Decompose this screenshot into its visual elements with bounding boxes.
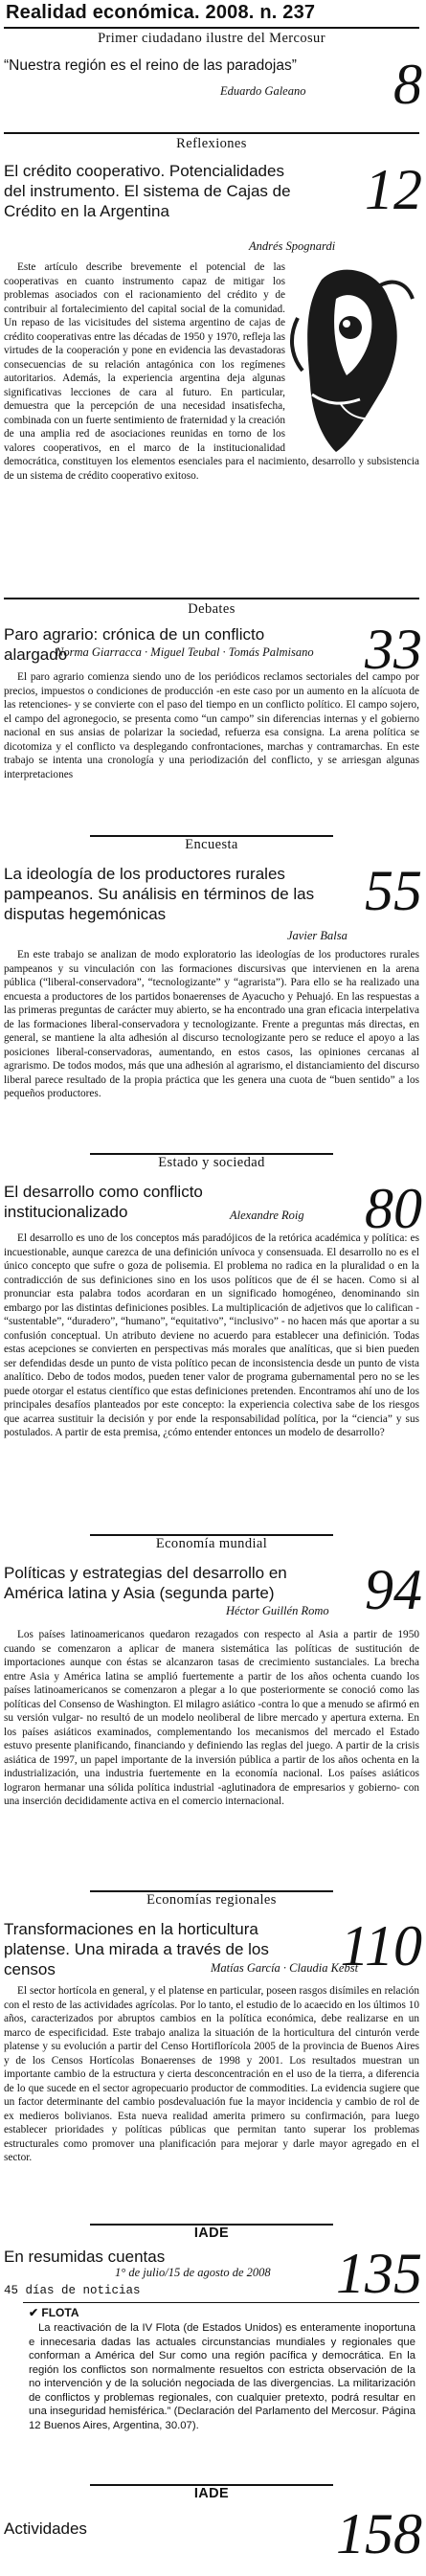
section-header-label: Economías regionales (146, 1892, 277, 1908)
page-number[interactable]: 12 (365, 158, 422, 221)
article-title[interactable]: Transformaciones en la horticultura platense. Una mirada a través de los censos (4, 1920, 269, 1978)
page-number[interactable]: 33 (365, 618, 422, 681)
article-title[interactable]: Paro agrario: crónica de un conflicto alargado (4, 625, 265, 664)
section-iade-actividades (4, 2484, 419, 2501)
article-title[interactable]: En resumidas cuentas (4, 2248, 166, 2266)
article-abstract: El sector hortícola en general, y el platense en particular, poseen rasgos disímiles en relación con el resto de las actividades agrícolas. Por lo tanto, el estudio de lo acaecido en los últimos 10 años, caracterizados por abruptos cambios en la política económica, debe realizarse en un marco de especificidad. Este trabajo analiza la situación de la horticultura del cinturón verde platense y su evolución a partir del Censo Hortiflorícola 2005 de la provincia de Buenos Aires y de los Censos Hortícolas Bonaerenses de 1998 y 2001. Los resultados muestran un importante cambio de la estructura y cierta desconcentración en el uso de la tierra, a diferencia de lo que sucede en el sector agropecuario productor de commodities. La evidencia sugiere que un factor determinante del cambio posdevaluación fue la mayor incidencia y cambio de rol de ex medieros bolivianos. Esta nueva realidad amerita primero su confirmación, para luego establecer prioridades y políticas públicas que permitan tanto superar los problemas estructurales como promover una planificación para mejorar y darle mayor agregado en el sector. (4, 1985, 419, 2163)
article-author: Alexandre Roig (230, 1209, 304, 1222)
page-number[interactable]: 135 (336, 2242, 422, 2305)
date-range: 1° de julio/15 de agosto de 2008 (115, 2266, 271, 2279)
news-item-heading (29, 2306, 79, 2319)
section-iade-resumidas (4, 2224, 419, 2241)
article-author: Eduardo Galeano (220, 84, 306, 98)
section-economias-regionales (4, 1890, 419, 1908)
news-item-body (29, 2321, 415, 2432)
section-header (4, 1534, 419, 1551)
section-header-label: IADE (193, 2226, 230, 2241)
section-header (4, 598, 419, 617)
item-rule (23, 2302, 419, 2303)
article-abstract: Los países latinoamericanos quedaron rezagados con respecto al Asia a partir de 1950 cuando se comenzaron a aplicar de manera sistemática las políticas de sustitución de importaciones aunque con éstas se alcanzaron tasas de crecimiento sustanciales. La brecha entre Asia y América latina se amplió fuertemente a partir de los años ochenta cuando los países latinoamericanos se comenzaron a plegar a lo que posteriormente se conoció como las políticas del Consenso de Washington. El milagro asiático -contra lo que a menudo se afirmó en su versión vulgar- no resultó de un modelo neoliberal de libre mercado y apertura externa. En los países asiáticos examinados, complementando los mecanismos del mercado el Estado estuvo presente planificando, financiando y definiendo las reglas del juego. A partir de la crisis asiática de 1997, un papel importante de la inversión pública a partir de los años ochenta en la industrialización, una industria fuertemente en la economía nacional. Los países asiáticos lograron hermanar una sólida política industrial -aglutinadora de empresarios y gobierno- con una inserción decididamente activa en el comercio internacional. (4, 1629, 419, 1807)
article-abstract: El desarrollo es uno de los conceptos más paradójicos de la retórica académica y política: es incuestionable, aunque carezca de una definición unívoca y consensuada. El desarrollo no es el único concepto que sufre o goza de polisemia. El problema no radica en la pluralidad o en la contradicción de sus definiciones sino en los usos políticos que de él se hacen. Como si al pronunciar esta palabra todos acordaran en un significado homogéneo, denominando sin embargo por las distintas definiciones posibles. La multiplicación de adjetivos que lo califican - “sustentable”, “duradero”, “humano”, “equitativo”, “inclusivo” - no hacen más que aportar a su confusión conceptual. Un atributo deviene no acuerdo para establecer una definición. Todas estas acepciones se convierten en perspectivas más morales que analíticas, que si bien pueden ser defendidas desde un punto de vista político pecan de inconsistencia desde un punto de vista analítico. Debo de todos modos, pueden tener valor de programa gubernamental pero no se les puede otorgar el estatus científico que estas definiciones pretenden. Encontramos ahí uno de los principales desafíos planteados por este concepto: la experiencia colectiva sabe de los riesgos que acarrea sustituir la decisión y por ende la responsabilidad política, por la “ciencia” y sus postulados. A partir de esta premisa, ¿cómo entender entonces un modelo de desarrollo? (4, 1232, 419, 1438)
section-header-label: Estado y sociedad (158, 1155, 265, 1170)
section-header-label: Reflexiones (176, 136, 247, 151)
section-header (4, 2224, 419, 2241)
article-abstract: En este trabajo se analizan de modo exploratorio las ideologías de los productores rurales pampeanos y su vinculación con las formaciones discursivas que intervienen en la arena pública (“liberal-conservadora”, “tecnologizante” y “agrarista”). Para ello se ha realizado una encuesta a productores de los partidos bonaerenses de Ayacucho y Pehuajó. En las respuestas a las primeras preguntas de carácter muy abierto, se ha encontrado una gran eficacia interpelativa de las formaciones liberal-conservadora y tecnologizante. Frente a preguntas más directas, en general, se mantiene la alta adhesión al discurso tecnologizante pero se reduce el apoyo a las posiciones liberal-conservadoras, aumentando, en estos casos, las opiniones cercanas al agrarismo. De todos modos, más que una adhesión al agrarismo, el distanciamiento del discurso liberal parece resultado de la propia práctica que les genera una cuota de “buen sentido” a los pequeños productores. (4, 949, 419, 1099)
article-title[interactable]: Actividades (4, 2520, 87, 2538)
page-number[interactable]: 110 (340, 1914, 422, 1977)
section-header-label: Economía mundial (155, 1536, 268, 1551)
article-title[interactable]: El desarrollo como conflicto institucionalizado (4, 1183, 203, 1221)
page-number[interactable]: 80 (365, 1177, 422, 1240)
section-header (4, 2484, 419, 2501)
article-title[interactable]: Políticas y estrategias del desarrollo en América latina y Asia (segunda parte) (4, 1564, 287, 1602)
article-title[interactable]: La ideología de los productores rurales pampeanos. Su análisis en términos de las disputas hegemónicas (4, 865, 315, 923)
abstract-text: Este artículo describe brevemente el potencial de las cooperativas en cuanto instrumento capaz de mitigar los problemas asociados con el racionamiento del crédito y de contribuir al fortalecimiento del capital social de la comunidad. Un repaso de las vicisitudes del sistema argentino de cajas de crédito cooperativas entre las décadas de 1950 y 1970, refleja las virtudes de la cooperación y pone en evidencia las devastadoras consecuencias de su relación antagónica con los regímenes autoritarios. Además, la experiencia argentina deja algunas significativas lecciones de cara al futuro. En particular, demuestra que la percepción de una necesidad insatisfecha, combinada con un fuerte sentimiento de fraternidad y la creación de una amplia red de asociaciones reunidas en torno de los valores cooperativos, en el marco de la institucionalidad democrática, constituyen los elementos esenciales para el nacimiento, desarrollo y subsistencia de un sistema de crédito cooperativo exitoso. (4, 261, 419, 482)
article-author: Javier Balsa (287, 929, 348, 942)
page-number[interactable]: 158 (336, 2502, 422, 2565)
float-spacer (285, 260, 419, 452)
masthead: Realidad económica. 2008. n. 237 (6, 2, 316, 23)
section-debates (4, 598, 419, 617)
page-number[interactable]: 55 (365, 859, 422, 922)
check-icon: ✔ (29, 2306, 42, 2319)
section-primer-ciudadano (4, 27, 419, 46)
section-encuesta (4, 835, 419, 852)
page-number[interactable]: 8 (393, 53, 422, 116)
section-header (4, 1153, 419, 1170)
page-number[interactable]: 94 (365, 1558, 422, 1621)
section-header (4, 27, 419, 46)
section-economia-mundial (4, 1534, 419, 1551)
section-header (4, 835, 419, 852)
article-title[interactable]: El crédito cooperativo. Potencialidades del instrumento. El sistema de Cajas de Crédito en la Argentina (4, 162, 291, 220)
section-header-label: Debates (188, 601, 235, 617)
section-reflexiones (4, 132, 419, 151)
article-author: Matías García · Claudia Kebst (211, 1961, 359, 1975)
section-header-label: Primer ciudadano ilustre del Mercosur (98, 31, 325, 46)
section-header (4, 132, 419, 151)
article-author: Héctor Guillén Romo (226, 1604, 329, 1617)
article-author: Andrés Spognardi (249, 239, 336, 253)
article-title[interactable]: “Nuestra región es el reino de las paradojas” (4, 57, 297, 74)
news-item-title: FLOTA (41, 2306, 79, 2319)
section-header-label: Encuesta (185, 837, 238, 852)
article-author: Norma Giarracca · Miguel Teubal · Tomás Palmisano (56, 645, 314, 659)
article-abstract: El paro agrario comienza siendo uno de los periódicos reclamos sectoriales del campo por precios, impuestos o condiciones de producción -en este caso por un aumento en la alícuota de las retenciones- y se convierte con el paso del tiempo en un conflicto político. El campo sojero, el campo del agronegocio, se presenta como “un campo” sin diferencias internas y el gobierno nacional en sus ansias de polarizar la sociedad, refuerza esa consigna. La arena política se dicotomiza y el conflicto va desplegando confrontaciones, marchas y contramarchas. En este trabajo se intenta una cronología y una periodización del conflicto, y se arriesgan algunas interpretaciones (4, 671, 419, 780)
section-header (4, 1890, 419, 1908)
news-item-text: La reactivación de la IV Flota (de Estados Unidos) es enteramente inoportuna e innecesaria dadas las actuales circunstancias mundiales y regionales que conforman a América del Sur como una región pacífica y democrática. En la región los conflictos son normalmente resueltos con estricta observación de la no intervención y de la solución negociada de las divergencias. La militarización de conflictos y problemas regionales, con cualquier pretexto, podrá resultar en una inseguridad hemisférica.” (29, 2322, 415, 2417)
subtitle: 45 días de noticias (4, 2284, 141, 2297)
news-item-source: (Declaración del Parlamento del Mercosur. Página 12 Buenos Aires, Argentina, 30.07). (29, 2406, 416, 2431)
section-header-label: IADE (193, 2486, 230, 2501)
section-estado-sociedad (4, 1153, 419, 1170)
article-abstract (4, 260, 419, 483)
